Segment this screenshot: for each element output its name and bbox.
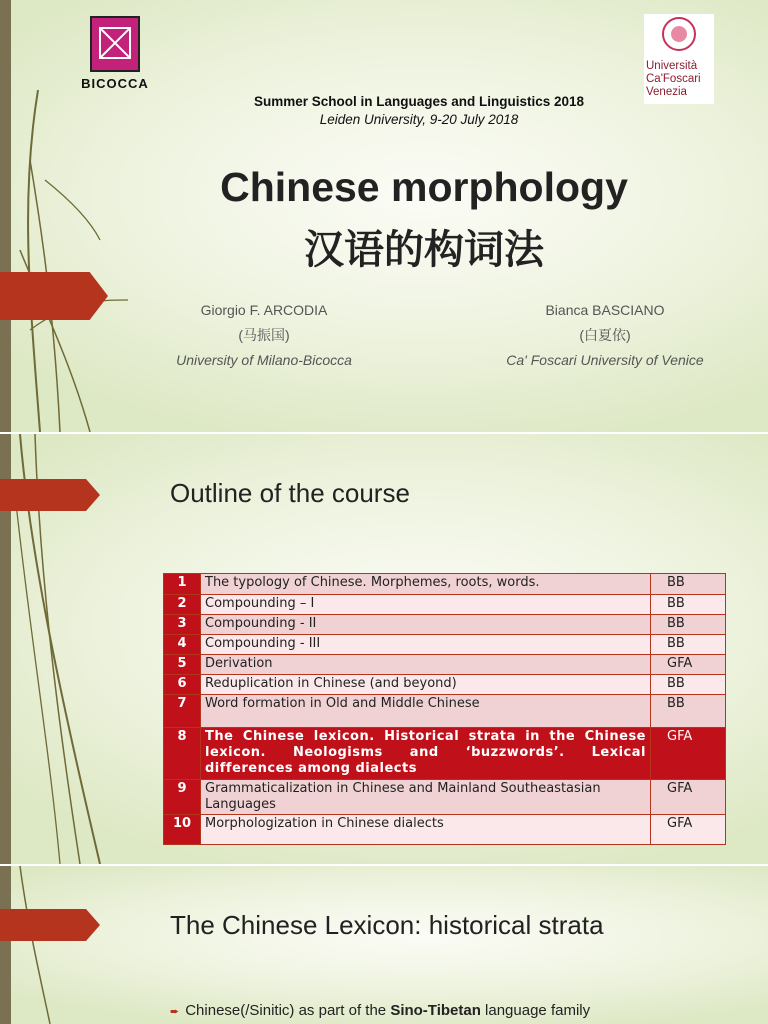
author-2-chinese-name: (白夏依) bbox=[579, 327, 631, 343]
accent-arrow-tab bbox=[0, 272, 108, 320]
table-row bbox=[164, 595, 726, 615]
lecture-topic: The Chinese lexicon. Historical strata in the Chinese lexicon. Neologisms and ‘buzzwords’. Lexical differences among dialects bbox=[201, 728, 651, 780]
title-slide bbox=[0, 0, 768, 432]
author-2 bbox=[465, 302, 745, 368]
table-row bbox=[164, 695, 726, 728]
table-row bbox=[164, 728, 726, 780]
author-1 bbox=[144, 302, 384, 368]
lecture-number: 8 bbox=[164, 728, 201, 780]
event-venue: Leiden University, 9-20 July 2018 bbox=[319, 112, 519, 127]
lecturer-code: BB bbox=[651, 695, 726, 728]
course-outline-table bbox=[163, 573, 726, 845]
accent-arrow-tab bbox=[0, 479, 100, 511]
table-row bbox=[164, 675, 726, 695]
bicocca-logo bbox=[78, 14, 152, 92]
bullet-text-bold: Sino-Tibetan bbox=[390, 1002, 481, 1019]
lecturer-code: BB bbox=[651, 595, 726, 615]
table-row bbox=[164, 615, 726, 635]
slide-heading: Outline of the course bbox=[170, 478, 410, 508]
accent-arrow-tab bbox=[0, 909, 100, 941]
lecturer-code: GFA bbox=[651, 780, 726, 815]
author-1-chinese-name: (马振国) bbox=[238, 327, 290, 343]
slide-title-chinese: 汉语的构词法 bbox=[304, 227, 544, 273]
lecturer-code: BB bbox=[651, 574, 726, 595]
lecture-topic: Reduplication in Chinese (and beyond) bbox=[201, 675, 651, 695]
lecture-topic: Derivation bbox=[201, 655, 651, 675]
lecturer-code: BB bbox=[651, 675, 726, 695]
logo-line-3: Venezia bbox=[646, 86, 687, 98]
lecture-topic: The typology of Chinese. Morphemes, roots, words. bbox=[201, 574, 651, 595]
bicocca-wordmark: BICOCCA bbox=[81, 76, 149, 91]
table-row bbox=[164, 780, 726, 815]
lecture-topic: Grammaticalization in Chinese and Mainland Southeastasian Languages bbox=[201, 780, 651, 815]
decorative-stems bbox=[0, 866, 110, 1024]
lecture-number: 7 bbox=[164, 695, 201, 728]
lecture-number: 10 bbox=[164, 815, 201, 845]
left-edge-bar bbox=[0, 866, 11, 1024]
table-row bbox=[164, 635, 726, 655]
table-row bbox=[164, 815, 726, 845]
lecturer-code: GFA bbox=[651, 655, 726, 675]
lecturer-code: GFA bbox=[651, 728, 726, 780]
table-row bbox=[164, 655, 726, 675]
table-row bbox=[164, 574, 726, 595]
lecture-number: 1 bbox=[164, 574, 201, 595]
author-1-affiliation: University of Milano-Bicocca bbox=[176, 352, 352, 368]
left-edge-bar bbox=[0, 0, 11, 432]
bullet-text-post: language family bbox=[480, 1002, 591, 1019]
lecture-topic: Compounding - II bbox=[201, 615, 651, 635]
lecturer-code: BB bbox=[651, 635, 726, 655]
slide-title: Chinese morphology bbox=[220, 164, 628, 210]
lecture-number: 5 bbox=[164, 655, 201, 675]
author-2-affiliation: Ca' Foscari University of Venice bbox=[506, 352, 704, 368]
lexicon-slide bbox=[0, 866, 768, 1024]
lecture-topic: Morphologization in Chinese dialects bbox=[201, 815, 651, 845]
bicocca-emblem bbox=[90, 16, 140, 72]
lecture-number: 2 bbox=[164, 595, 201, 615]
arrow-bullet-icon: ➨ bbox=[170, 1006, 180, 1018]
event-title: Summer School in Languages and Linguistics 2018 bbox=[253, 94, 585, 109]
ca-foscari-logo bbox=[644, 14, 714, 104]
lecture-topic: Compounding – I bbox=[201, 595, 651, 615]
author-1-name: Giorgio F. ARCODIA bbox=[200, 302, 328, 318]
lecture-topic: Word formation in Old and Middle Chinese bbox=[201, 695, 651, 728]
bullet-text-pre: Chinese(/Sinitic) as part of the bbox=[185, 1002, 391, 1019]
lecture-topic: Compounding - III bbox=[201, 635, 651, 655]
outline-slide bbox=[0, 434, 768, 864]
lecture-number: 4 bbox=[164, 635, 201, 655]
author-2-name: Bianca BASCIANO bbox=[545, 302, 665, 318]
slide-heading: The Chinese Lexicon: historical strata bbox=[170, 910, 604, 940]
lecture-number: 9 bbox=[164, 780, 201, 815]
logo-line-2: Ca'Foscari bbox=[646, 73, 701, 85]
lecture-number: 6 bbox=[164, 675, 201, 695]
logo-line-1: Università bbox=[646, 60, 698, 72]
bullet-item bbox=[170, 1002, 590, 1019]
lecturer-code: GFA bbox=[651, 815, 726, 845]
lecturer-code: BB bbox=[651, 615, 726, 635]
lecture-number: 3 bbox=[164, 615, 201, 635]
seal-icon bbox=[662, 17, 696, 51]
